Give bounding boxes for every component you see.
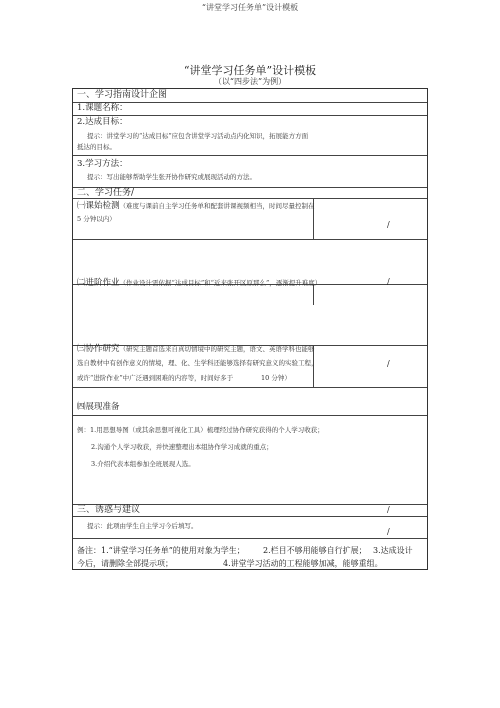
row-divider: [73, 155, 427, 156]
task-3-note-line-3-end: 10 分钟）: [261, 374, 291, 382]
row-divider: [73, 516, 427, 517]
task-3-title: ㈢协作研究: [77, 344, 120, 354]
task-1-row: [77, 200, 315, 212]
task-4-title: ㈣展现准备: [77, 402, 120, 412]
section-2-heading: 二、学习任务/: [77, 188, 135, 198]
method-hint: 提示：写出能够帮助学生张开协作研究或展现活动的方法。: [87, 173, 256, 181]
task-3-note: （研究主题首选来自真切情境中的研究主题，语文、英语学科也能够: [119, 345, 315, 353]
page-subtitle: （以“四步法”为例）: [213, 77, 287, 86]
notes-line-1b: 2.栏目不够用能够自行扩展；: [263, 546, 367, 555]
section-3-hint: 提示：此项由学生自主学习今后填写。: [87, 522, 198, 530]
row-divider: [73, 239, 427, 240]
task-2-note: （作业设计需依据“达成目标”和“近来张开区原那么”，逐渐提升难度）: [119, 279, 322, 287]
notes-line-2a: 今后，请删除全部提示项；: [77, 559, 173, 568]
task-1-slash: /: [387, 220, 390, 229]
task-4-example-1: 例：1.用思想导图（或其余思想可视化工具）梳理经过协作研究获得的个人学习收获；: [77, 426, 324, 434]
topic-name-label: 1.课题名称：: [77, 103, 128, 113]
template-table: [72, 88, 428, 570]
task-2-row: [77, 277, 321, 289]
notes-line-2b: 4.讲堂学习活动的工程能够加减，能够重组。: [223, 559, 383, 568]
task-3-row: [77, 343, 315, 355]
task-1-note-continued: 5 分钟以内）: [77, 215, 116, 223]
method-label: 3.学习方法：: [77, 159, 128, 169]
section-3-slash-bottom: /: [387, 527, 390, 536]
task-4-example-2: 2.沟通个人学习收获，并快速整理出本组协作学习成就的重点；: [91, 443, 273, 451]
goal-label: 2.达成目标：: [77, 117, 128, 127]
task-4-example-3: 3.介绍代表本组参加全班展现人选。: [91, 460, 195, 468]
task-3-note-line-3: 或许“进阶作业”中广泛遇到困难的内容等，时间好多于: [77, 374, 234, 382]
task-1-title: ㈠课始检测: [77, 201, 120, 211]
row-divider: [73, 538, 427, 539]
running-header: “讲堂学习任务单”设计模板: [201, 3, 299, 12]
task-3-note-line-2: 选自教材中有创作意义的情境，理、化、生学科还能够选择有研究意义的实验工程，: [77, 359, 318, 367]
goal-hint: 提示：讲堂学习的“达成目标”应包含讲堂学习活动点内化知识，拓展能方方面: [87, 132, 309, 140]
notes-line-1a: 备注：1.“讲堂学习任务单”的使用对象为学生；: [77, 546, 245, 555]
goal-hint-continued: 抵达的目标。: [77, 143, 116, 151]
notes-line-1c: 3.达成设计: [373, 546, 413, 555]
task-2-title: ㈡进阶作业: [77, 278, 120, 288]
row-divider: [73, 115, 427, 116]
task-2-slash: /: [387, 277, 390, 286]
section-1-heading: 一、学习指南设计企图: [77, 90, 168, 100]
section-3-heading: 三、诱惑与建议: [77, 505, 141, 515]
row-divider: [73, 387, 427, 388]
page-title: “讲堂学习任务单”设计模板: [183, 64, 317, 77]
section-3-slash-top: /: [387, 505, 390, 514]
task-3-slash: /: [387, 359, 390, 368]
task-1-note: （难度与课前自主学习任务单和配套讲课视频相当，时间尽量控制在: [119, 202, 315, 210]
row-divider: [73, 415, 427, 416]
